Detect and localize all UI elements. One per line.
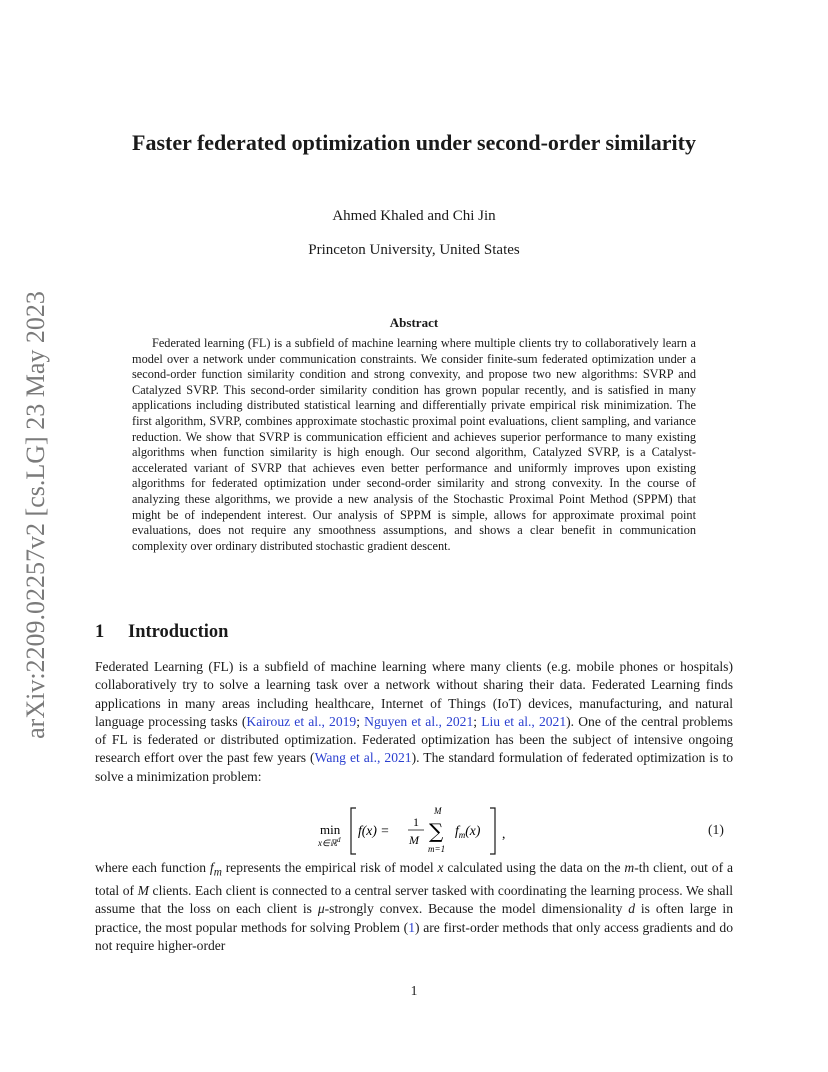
text-run: Federated Learning (FL) is a subfield of machine learning where many clients (e.g. mobile phones or hospitals) collaboratively try to solve a learning task over a network without sharing their data. Federated Learning finds applications in many areas including healthcare, Internet of Things (IoT) devices, manufacturing, and natural language processing tasks (	[95, 659, 733, 729]
author-list: Ahmed Khaled and Chi Jin	[332, 208, 496, 224]
page-number: 1	[410, 983, 418, 998]
citation-link[interactable]: Wang et al., 2021	[314, 750, 412, 766]
math-x: x	[437, 860, 444, 875]
eq-min-subscript: x∈ℝ$^d$	[318, 836, 341, 848]
arxiv-identifier	[14, 280, 58, 750]
text-run: -th client, out of a total of	[95, 860, 733, 899]
equation-reference-link[interactable]: 1	[408, 919, 415, 935]
section-heading-introduction	[95, 622, 228, 643]
eq-frac-denominator: M	[409, 833, 419, 847]
abstract-body: Federated learning (FL) is a subfield of machine learning where multiple clients try to collaboratively learn a model over a network under communication constraints. We consider finite-sum federated optimization under a second-order function similarity condition and strong convexity, and propose two new algorithms: SVRP and Catalyzed SVRP. This second-order similarity condition has grown popular recently, and is satisfied in many applications including distributed statistical learning and differentially private empirical risk minimization. The first algorithm, SVRP, combines approximate stochastic proximal point evaluations, client sampling, and variance reduction. We show that SVRP is communication efficient and achieves superior performance to many existing algorithms when function similarity is high enough. Our second algorithm, Catalyzed SVRP, is a Catalyst-accelerated variant of SVRP that achieves even better performance and uniformly improves upon existing algorithms for federated optimization under second-order similarity and strong convexity. In the course of analyzing these algorithms, we provide a new analysis of the Stochastic Proximal Point Method (SPPM) that might be of independent interest. Our analysis of SPPM is simple, allows for approximate proximal point evaluations, does not require any smoothness assumptions, and shows a clear benefit in communication complexity over ordinary distributed stochastic gradient descent.	[132, 336, 696, 553]
text-run: calculated using the data on the	[443, 860, 625, 875]
text-run: represents the empirical risk of model	[221, 860, 438, 875]
text-run: ;	[356, 713, 365, 729]
eq-lhs: f(x) =	[358, 823, 390, 838]
intro-paragraph-1	[95, 658, 733, 786]
eq-term: $f_m(x)$	[455, 823, 481, 840]
eq-min: min	[320, 822, 341, 837]
arxiv-identifier-text: arXiv:2209.02257v2 [cs.LG] 23 May 2023	[21, 291, 50, 739]
eq-sum-upper: M	[434, 806, 442, 816]
math-subscript-m: m	[213, 866, 222, 879]
citation-link[interactable]: Nguyen et al., 2021	[364, 713, 474, 729]
equation-number: (1)	[708, 822, 724, 837]
text-run: is often large in practice, the most popular methods for solving Problem (	[95, 901, 733, 935]
text-run: clients. Each client is connected to a central server tasked with coordinating the learning process. We shall assume that the loss on each client is	[95, 883, 733, 917]
eq-frac-numerator: 1	[413, 815, 419, 829]
math-f: f	[209, 860, 214, 875]
equation-1	[300, 806, 540, 856]
text-run: -strongly convex. Because the model dimensionality	[324, 901, 629, 917]
eq-left-bracket	[351, 808, 356, 854]
math-d: d	[628, 901, 636, 917]
text-run: where each function	[95, 860, 210, 875]
section-number: 1	[95, 622, 105, 642]
text-run: ) are first-order methods that only access gradients and do not require higher-order	[95, 919, 733, 953]
section-title: Introduction	[128, 622, 229, 642]
eq-trailing-comma: ,	[502, 826, 506, 841]
intro-paragraph-2	[95, 859, 733, 955]
eq-sum-lower: m=1	[428, 844, 446, 854]
citation-link[interactable]: Kairouz et al., 2019	[246, 713, 357, 729]
citation-link[interactable]: Liu et al., 2021	[481, 713, 567, 729]
text-run: ). One of the central problems of FL is federated or distributed optimization. Federated optimization has been the subject of intensive ongoing research effort over the past few years (	[95, 713, 733, 766]
math-M: M	[137, 883, 149, 899]
eq-right-bracket	[490, 808, 495, 854]
affiliation: Princeton University, United States	[308, 242, 520, 258]
text-run: ;	[473, 713, 482, 729]
paper-title: Faster federated optimization under second-order similarity	[132, 130, 696, 155]
math-mu: μ	[317, 901, 325, 917]
math-m: m	[624, 860, 635, 875]
abstract-heading: Abstract	[389, 315, 439, 330]
eq-sum-symbol: ∑	[429, 819, 444, 843]
text-run: ). The standard formulation of federated optimization is to solve a minimization problem:	[95, 750, 734, 784]
